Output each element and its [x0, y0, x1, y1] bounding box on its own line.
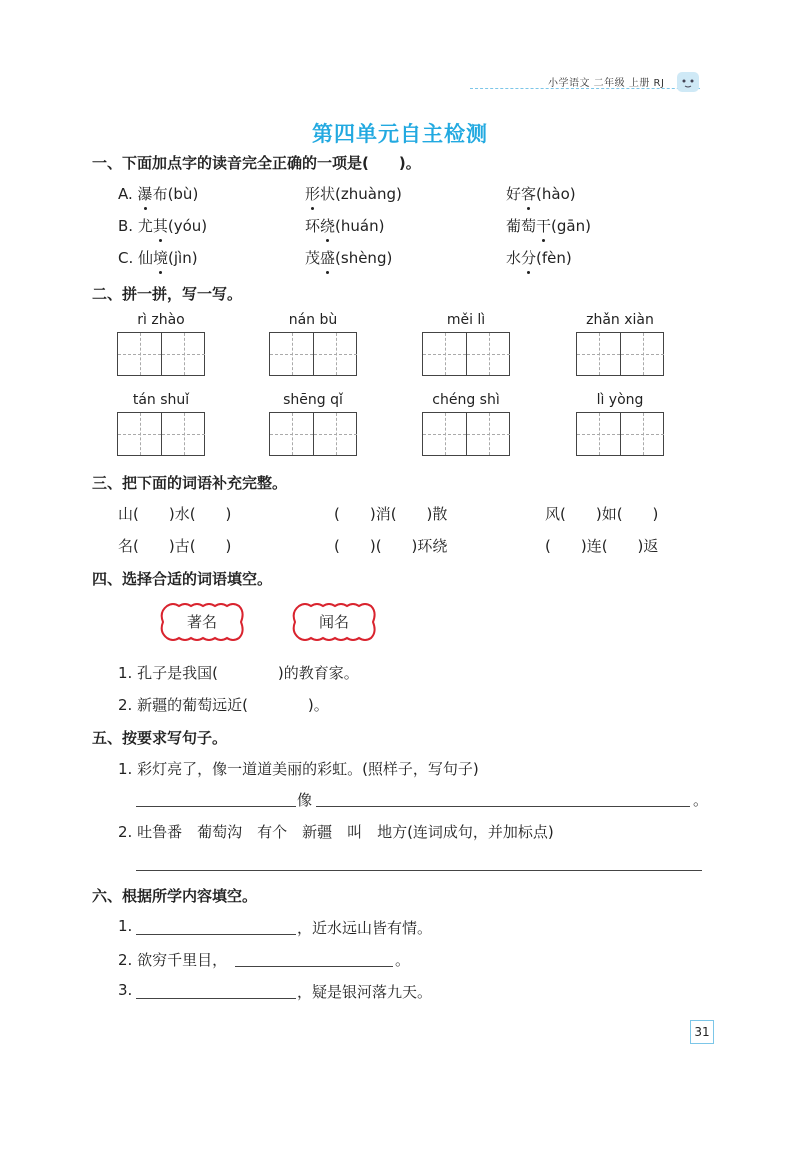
q1-option-a2: 形状(zhuàng): [305, 185, 402, 203]
answer-line[interactable]: [316, 806, 690, 807]
idiom-item: ( )消( )散: [334, 505, 448, 523]
q4-sentence-2: 2. 新疆的葡萄远近( )。: [118, 696, 329, 714]
q5-like-char: 像: [297, 791, 313, 809]
q5-instruction-1: 1. 彩灯亮了，像一道道美丽的彩虹。(照样子，写句子): [118, 760, 479, 778]
q4-sentence-1: 1. 孔子是我国( )的教育家。: [118, 664, 359, 682]
answer-line[interactable]: [136, 870, 702, 871]
idiom-item: 风( )如( ): [545, 505, 659, 523]
writing-grid[interactable]: [576, 412, 664, 456]
q4-heading: 四、选择合适的词语填空。: [92, 570, 273, 588]
idiom-item: ( )连( )返: [545, 537, 659, 555]
q2-heading: 二、拼一拼，写一写。: [92, 285, 243, 303]
page-title: 第四单元自主检测: [312, 122, 488, 146]
pinyin-label: zhǎn xiàn: [586, 312, 654, 328]
q6-tail-1: ，近水远山皆有情。: [297, 919, 433, 937]
q6-num-3: 3.: [118, 981, 133, 999]
pinyin-label: měi lì: [446, 312, 486, 328]
writing-grid[interactable]: [576, 332, 664, 376]
q1-option-b1: B. 尤其(yóu): [118, 217, 208, 235]
q1-option-a3: 好客(hào): [506, 185, 576, 203]
writing-grid[interactable]: [117, 412, 205, 456]
answer-line[interactable]: [136, 934, 296, 935]
pinyin-label: shēng qǐ: [283, 392, 343, 408]
q6-heading: 六、根据所学内容填空。: [92, 887, 258, 905]
word-badge-wenming: [289, 600, 379, 644]
pinyin-label: rì zhào: [137, 312, 185, 328]
word-label: 著名: [186, 613, 217, 631]
idiom-item: 山( )水( ): [118, 505, 232, 523]
header-label: 小学语文 二年级 上册 RJ: [548, 78, 665, 89]
writing-grid[interactable]: [422, 412, 510, 456]
idiom-item: ( )( )环绕: [334, 537, 448, 555]
answer-line[interactable]: [136, 998, 296, 999]
header-divider: [470, 88, 700, 89]
q1-option-a1: A. 瀑布(bù): [118, 185, 199, 203]
q3-heading: 三、把下面的词语补充完整。: [92, 474, 288, 492]
answer-line[interactable]: [136, 806, 296, 807]
q1-option-b2: 环绕(huán): [305, 217, 385, 235]
answer-line[interactable]: [235, 966, 393, 967]
q5-period: 。: [693, 791, 709, 809]
pinyin-label: lì yòng: [596, 392, 644, 408]
q1-heading: 一、下面加点字的读音完全正确的一项是( )。: [92, 154, 421, 172]
q1-option-c3: 水分(fèn): [506, 249, 572, 267]
q6-num-1: 1.: [118, 917, 133, 935]
writing-grid[interactable]: [117, 332, 205, 376]
writing-grid[interactable]: [422, 332, 510, 376]
word-badge-zhuming: [157, 600, 247, 644]
idiom-item: 名( )古( ): [118, 537, 232, 555]
mascot-icon: [676, 70, 700, 94]
pinyin-label: tán shuǐ: [132, 392, 190, 408]
q1-option-c2: 茂盛(shèng): [305, 249, 393, 267]
writing-grid[interactable]: [269, 412, 357, 456]
q5-instruction-2: 2. 吐鲁番 葡萄沟 有个 新疆 叫 地方(连词成句，并加标点): [118, 823, 554, 841]
pinyin-label: nán bù: [288, 312, 338, 328]
writing-grid[interactable]: [269, 332, 357, 376]
q1-option-c1: C. 仙境(jìn): [118, 249, 198, 267]
word-label: 闻名: [318, 613, 349, 631]
q6-tail-3: ，疑是银河落九天。: [297, 983, 433, 1001]
q1-option-b3: 葡萄干(gān): [506, 217, 591, 235]
page-number: 31: [690, 1020, 714, 1044]
q5-heading: 五、按要求写句子。: [92, 729, 228, 747]
q6-head-2: 2. 欲穷千里目，: [118, 951, 228, 969]
pinyin-label: chéng shì: [432, 392, 500, 408]
q6-tail-2: 。: [395, 951, 411, 969]
